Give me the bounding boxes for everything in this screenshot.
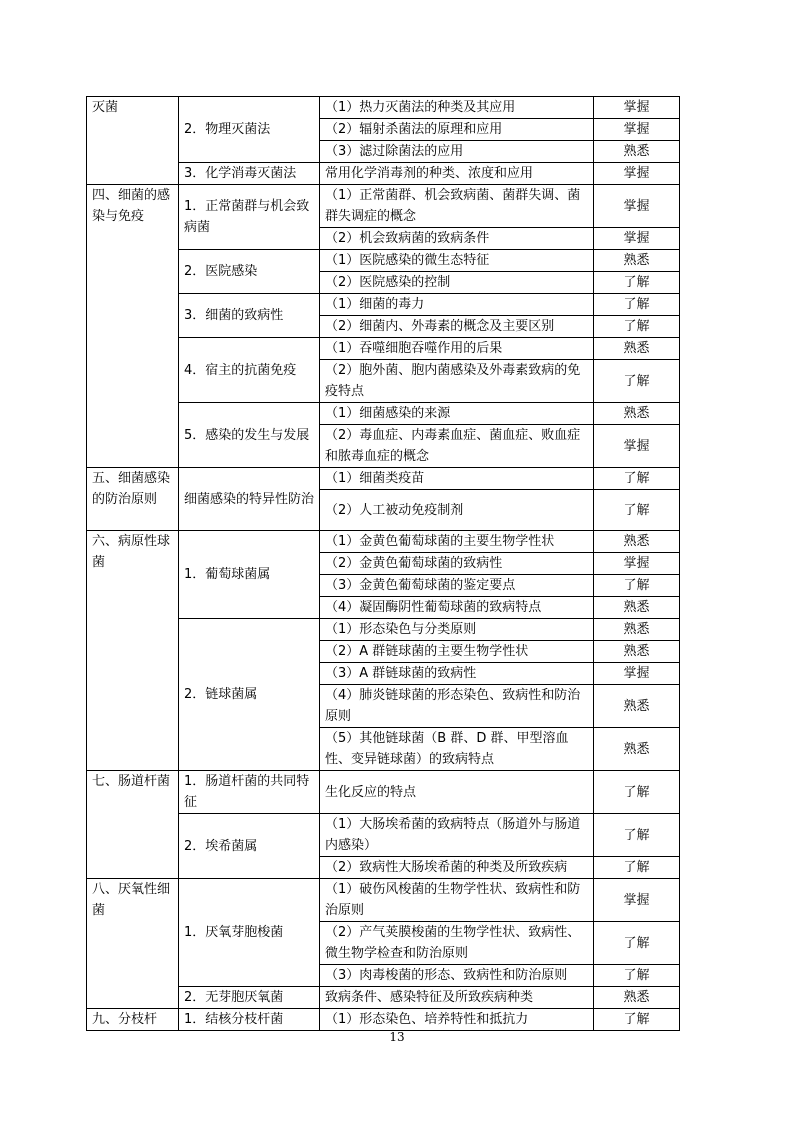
level-cell: 掌握 xyxy=(594,553,680,575)
content-cell: （2）人工被动免疫制剂 xyxy=(320,490,594,531)
content-cell: （2）机会致病菌的致病条件 xyxy=(320,228,594,250)
topic-cell: 1．厌氧芽胞梭菌 xyxy=(179,879,320,987)
level-cell: 了解 xyxy=(594,490,680,531)
content-cell: （1）吞噬细胞吞噬作用的后果 xyxy=(320,338,594,360)
content-cell: （4）肺炎链球菌的形态染色、致病性和防治原则 xyxy=(320,685,594,728)
level-cell: 了解 xyxy=(594,857,680,879)
level-cell: 掌握 xyxy=(594,425,680,468)
level-cell: 熟悉 xyxy=(594,338,680,360)
section-cell: 八、厌氧性细菌 xyxy=(87,879,179,1009)
section-cell: 灭菌 xyxy=(87,97,179,185)
content-cell: （1）破伤风梭菌的生物学性状、致病性和防治原则 xyxy=(320,879,594,922)
content-cell: （1）医院感染的微生态特征 xyxy=(320,250,594,272)
level-cell: 掌握 xyxy=(594,97,680,119)
content-cell: （2）A 群链球菌的主要生物学性状 xyxy=(320,641,594,663)
level-cell: 了解 xyxy=(594,272,680,294)
topic-cell: 细菌感染的特异性防治 xyxy=(179,468,320,531)
topic-cell: 3．化学消毒灭菌法 xyxy=(179,163,320,185)
level-cell: 了解 xyxy=(594,360,680,403)
topic-cell: 1．结核分枝杆菌 xyxy=(179,1009,320,1031)
content-cell: （2）医院感染的控制 xyxy=(320,272,594,294)
syllabus-table xyxy=(86,96,680,1031)
content-cell: 致病条件、感染特征及所致疾病种类 xyxy=(320,987,594,1009)
level-cell: 掌握 xyxy=(594,185,680,228)
content-cell: （1）细菌类疫苗 xyxy=(320,468,594,490)
content-cell: （2）辐射杀菌法的原理和应用 xyxy=(320,119,594,141)
topic-cell: 2．物理灭菌法 xyxy=(179,97,320,163)
content-cell: （2）毒血症、内毒素血症、菌血症、败血症和脓毒血症的概念 xyxy=(320,425,594,468)
content-cell: （2）细菌内、外毒素的概念及主要区别 xyxy=(320,316,594,338)
content-cell: （2）致病性大肠埃希菌的种类及所致疾病 xyxy=(320,857,594,879)
level-cell: 熟悉 xyxy=(594,597,680,619)
content-cell: （1）形态染色、培养特性和抵抗力 xyxy=(320,1009,594,1031)
topic-cell: 2．埃希菌属 xyxy=(179,814,320,879)
content-cell: （3）肉毒梭菌的形态、致病性和防治原则 xyxy=(320,965,594,987)
content-cell: 常用化学消毒剂的种类、浓度和应用 xyxy=(320,163,594,185)
level-cell: 了解 xyxy=(594,1009,680,1031)
section-cell: 七、肠道杆菌 xyxy=(87,771,179,879)
table-row xyxy=(87,185,680,228)
section-cell: 四、细菌的感染与免疫 xyxy=(87,185,179,468)
content-cell: （3）金黄色葡萄球菌的鉴定要点 xyxy=(320,575,594,597)
table-row xyxy=(87,879,680,922)
level-cell: 熟悉 xyxy=(594,987,680,1009)
level-cell: 熟悉 xyxy=(594,531,680,553)
content-cell: （3）滤过除菌法的应用 xyxy=(320,141,594,163)
topic-cell: 2．链球菌属 xyxy=(179,619,320,771)
level-cell: 熟悉 xyxy=(594,250,680,272)
level-cell: 了解 xyxy=(594,575,680,597)
level-cell: 熟悉 xyxy=(594,141,680,163)
level-cell: 掌握 xyxy=(594,163,680,185)
content-cell: （5）其他链球菌（B 群、D 群、甲型溶血性、变异链球菌）的致病特点 xyxy=(320,728,594,771)
content-cell: （2）胞外菌、胞内菌感染及外毒素致病的免疫特点 xyxy=(320,360,594,403)
table-row xyxy=(87,97,680,119)
content-cell: （1）形态染色与分类原则 xyxy=(320,619,594,641)
level-cell: 熟悉 xyxy=(594,403,680,425)
content-cell: （1）热力灭菌法的种类及其应用 xyxy=(320,97,594,119)
content-cell: （1）细菌感染的来源 xyxy=(320,403,594,425)
topic-cell: 3．细菌的致病性 xyxy=(179,294,320,338)
level-cell: 熟悉 xyxy=(594,641,680,663)
table-row xyxy=(87,771,680,814)
level-cell: 掌握 xyxy=(594,663,680,685)
topic-cell: 1．肠道杆菌的共同特征 xyxy=(179,771,320,814)
content-cell: （2）产气荚膜梭菌的生物学性状、致病性、微生物学检查和防治原则 xyxy=(320,922,594,965)
level-cell: 掌握 xyxy=(594,228,680,250)
topic-cell: 2．医院感染 xyxy=(179,250,320,294)
topic-cell: 1．正常菌群与机会致病菌 xyxy=(179,185,320,250)
content-cell: （4）凝固酶阴性葡萄球菌的致病特点 xyxy=(320,597,594,619)
content-cell: （1）细菌的毒力 xyxy=(320,294,594,316)
section-cell: 九、分枝杆 xyxy=(87,1009,179,1031)
content-cell: （1）正常菌群、机会致病菌、菌群失调、菌群失调症的概念 xyxy=(320,185,594,228)
content-cell: （1）金黄色葡萄球菌的主要生物学性状 xyxy=(320,531,594,553)
topic-cell: 2．无芽胞厌氧菌 xyxy=(179,987,320,1009)
section-cell: 六、病原性球菌 xyxy=(87,531,179,771)
topic-cell: 5．感染的发生与发展 xyxy=(179,403,320,468)
level-cell: 掌握 xyxy=(594,119,680,141)
level-cell: 熟悉 xyxy=(594,619,680,641)
table-row xyxy=(87,468,680,490)
page-number: 13 xyxy=(389,1030,405,1044)
table-row xyxy=(87,1009,680,1031)
level-cell: 了解 xyxy=(594,965,680,987)
level-cell: 了解 xyxy=(594,771,680,814)
content-cell: （1）大肠埃希菌的致病特点（肠道外与肠道内感染） xyxy=(320,814,594,857)
topic-cell: 4．宿主的抗菌免疫 xyxy=(179,338,320,403)
syllabus-table-body xyxy=(87,97,680,1031)
content-cell: 生化反应的特点 xyxy=(320,771,594,814)
table-row xyxy=(87,531,680,553)
level-cell: 了解 xyxy=(594,468,680,490)
level-cell: 熟悉 xyxy=(594,728,680,771)
level-cell: 了解 xyxy=(594,294,680,316)
level-cell: 掌握 xyxy=(594,879,680,922)
content-cell: （2）金黄色葡萄球菌的致病性 xyxy=(320,553,594,575)
content-cell: （3）A 群链球菌的致病性 xyxy=(320,663,594,685)
topic-cell: 1．葡萄球菌属 xyxy=(179,531,320,619)
section-cell: 五、细菌感染的防治原则 xyxy=(87,468,179,531)
level-cell: 了解 xyxy=(594,922,680,965)
level-cell: 了解 xyxy=(594,316,680,338)
level-cell: 了解 xyxy=(594,814,680,857)
level-cell: 熟悉 xyxy=(594,685,680,728)
